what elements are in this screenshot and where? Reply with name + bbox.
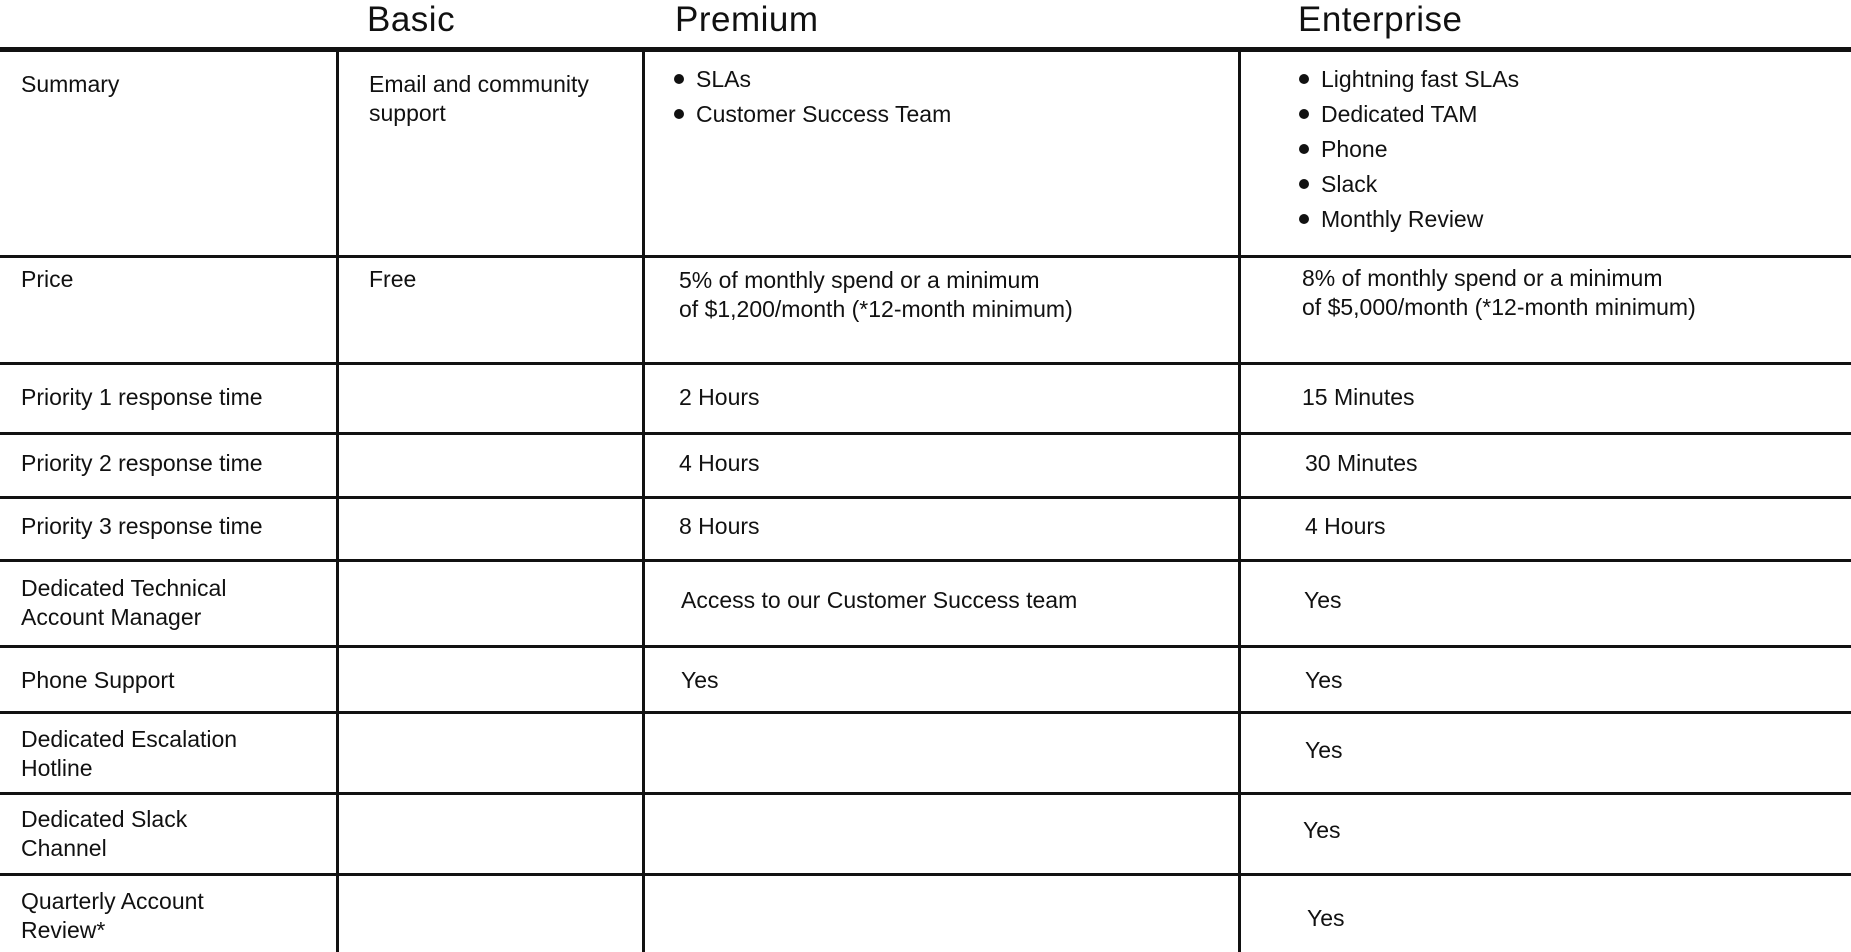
priority-1-premium: 2 Hours xyxy=(679,384,760,410)
row-label-priority-3: Priority 3 response time xyxy=(21,513,263,539)
summary-enterprise xyxy=(1297,62,1519,237)
summary-premium-item: Customer Success Team xyxy=(672,97,951,132)
price-enterprise: 8% of monthly spend or a minimum of $5,000/month (*12-month minimum) xyxy=(1302,265,1696,320)
row-label-price: Price xyxy=(21,266,74,292)
row-label-summary: Summary xyxy=(21,71,120,97)
header-divider xyxy=(0,47,1851,52)
row-divider xyxy=(0,255,1851,258)
dedicated-tam-enterprise: Yes xyxy=(1304,587,1342,613)
summary-enterprise-item: Monthly Review xyxy=(1297,202,1519,237)
dedicated-tam-premium: Access to our Customer Success team xyxy=(681,587,1078,613)
priority-1-enterprise: 15 Minutes xyxy=(1302,384,1415,410)
summary-enterprise-item: Phone xyxy=(1297,132,1519,167)
row-label-escalation-hotline: Dedicated Escalation Hotline xyxy=(21,726,238,781)
phone-support-enterprise: Yes xyxy=(1305,667,1343,693)
row-divider xyxy=(0,792,1851,795)
quarterly-review-enterprise: Yes xyxy=(1307,905,1345,931)
row-label-slack-channel: Dedicated Slack Channel xyxy=(21,806,188,861)
priority-3-premium: 8 Hours xyxy=(679,513,760,539)
row-label-quarterly-review: Quarterly Account Review* xyxy=(21,888,204,943)
summary-basic: Email and community support xyxy=(369,71,589,126)
column-divider xyxy=(1238,50,1241,952)
row-label-priority-2: Priority 2 response time xyxy=(21,450,263,476)
row-divider xyxy=(0,362,1851,365)
priority-3-enterprise: 4 Hours xyxy=(1305,513,1386,539)
phone-support-premium: Yes xyxy=(681,667,719,693)
row-label-dedicated-tam: Dedicated Technical Account Manager xyxy=(21,575,227,630)
price-premium: 5% of monthly spend or a minimum of $1,200/month (*12-month minimum) xyxy=(679,267,1073,322)
row-divider xyxy=(0,711,1851,714)
row-divider xyxy=(0,496,1851,499)
column-divider xyxy=(336,50,339,952)
slack-channel-enterprise: Yes xyxy=(1303,817,1341,843)
row-label-phone-support: Phone Support xyxy=(21,667,175,693)
priority-2-premium: 4 Hours xyxy=(679,450,760,476)
escalation-hotline-enterprise: Yes xyxy=(1305,737,1343,763)
summary-premium-item: SLAs xyxy=(672,62,951,97)
row-divider xyxy=(0,873,1851,876)
summary-enterprise-item: Lightning fast SLAs xyxy=(1297,62,1519,97)
priority-2-enterprise: 30 Minutes xyxy=(1305,450,1418,476)
row-divider xyxy=(0,559,1851,562)
summary-enterprise-item: Dedicated TAM xyxy=(1297,97,1519,132)
summary-premium xyxy=(672,62,951,132)
row-label-priority-1: Priority 1 response time xyxy=(21,384,263,410)
column-header-basic: Basic xyxy=(367,0,456,39)
price-basic: Free xyxy=(369,266,417,292)
column-header-premium: Premium xyxy=(675,0,819,39)
column-header-enterprise: Enterprise xyxy=(1298,0,1463,39)
column-divider xyxy=(642,50,645,952)
row-divider xyxy=(0,432,1851,435)
summary-enterprise-item: Slack xyxy=(1297,167,1519,202)
row-divider xyxy=(0,645,1851,648)
